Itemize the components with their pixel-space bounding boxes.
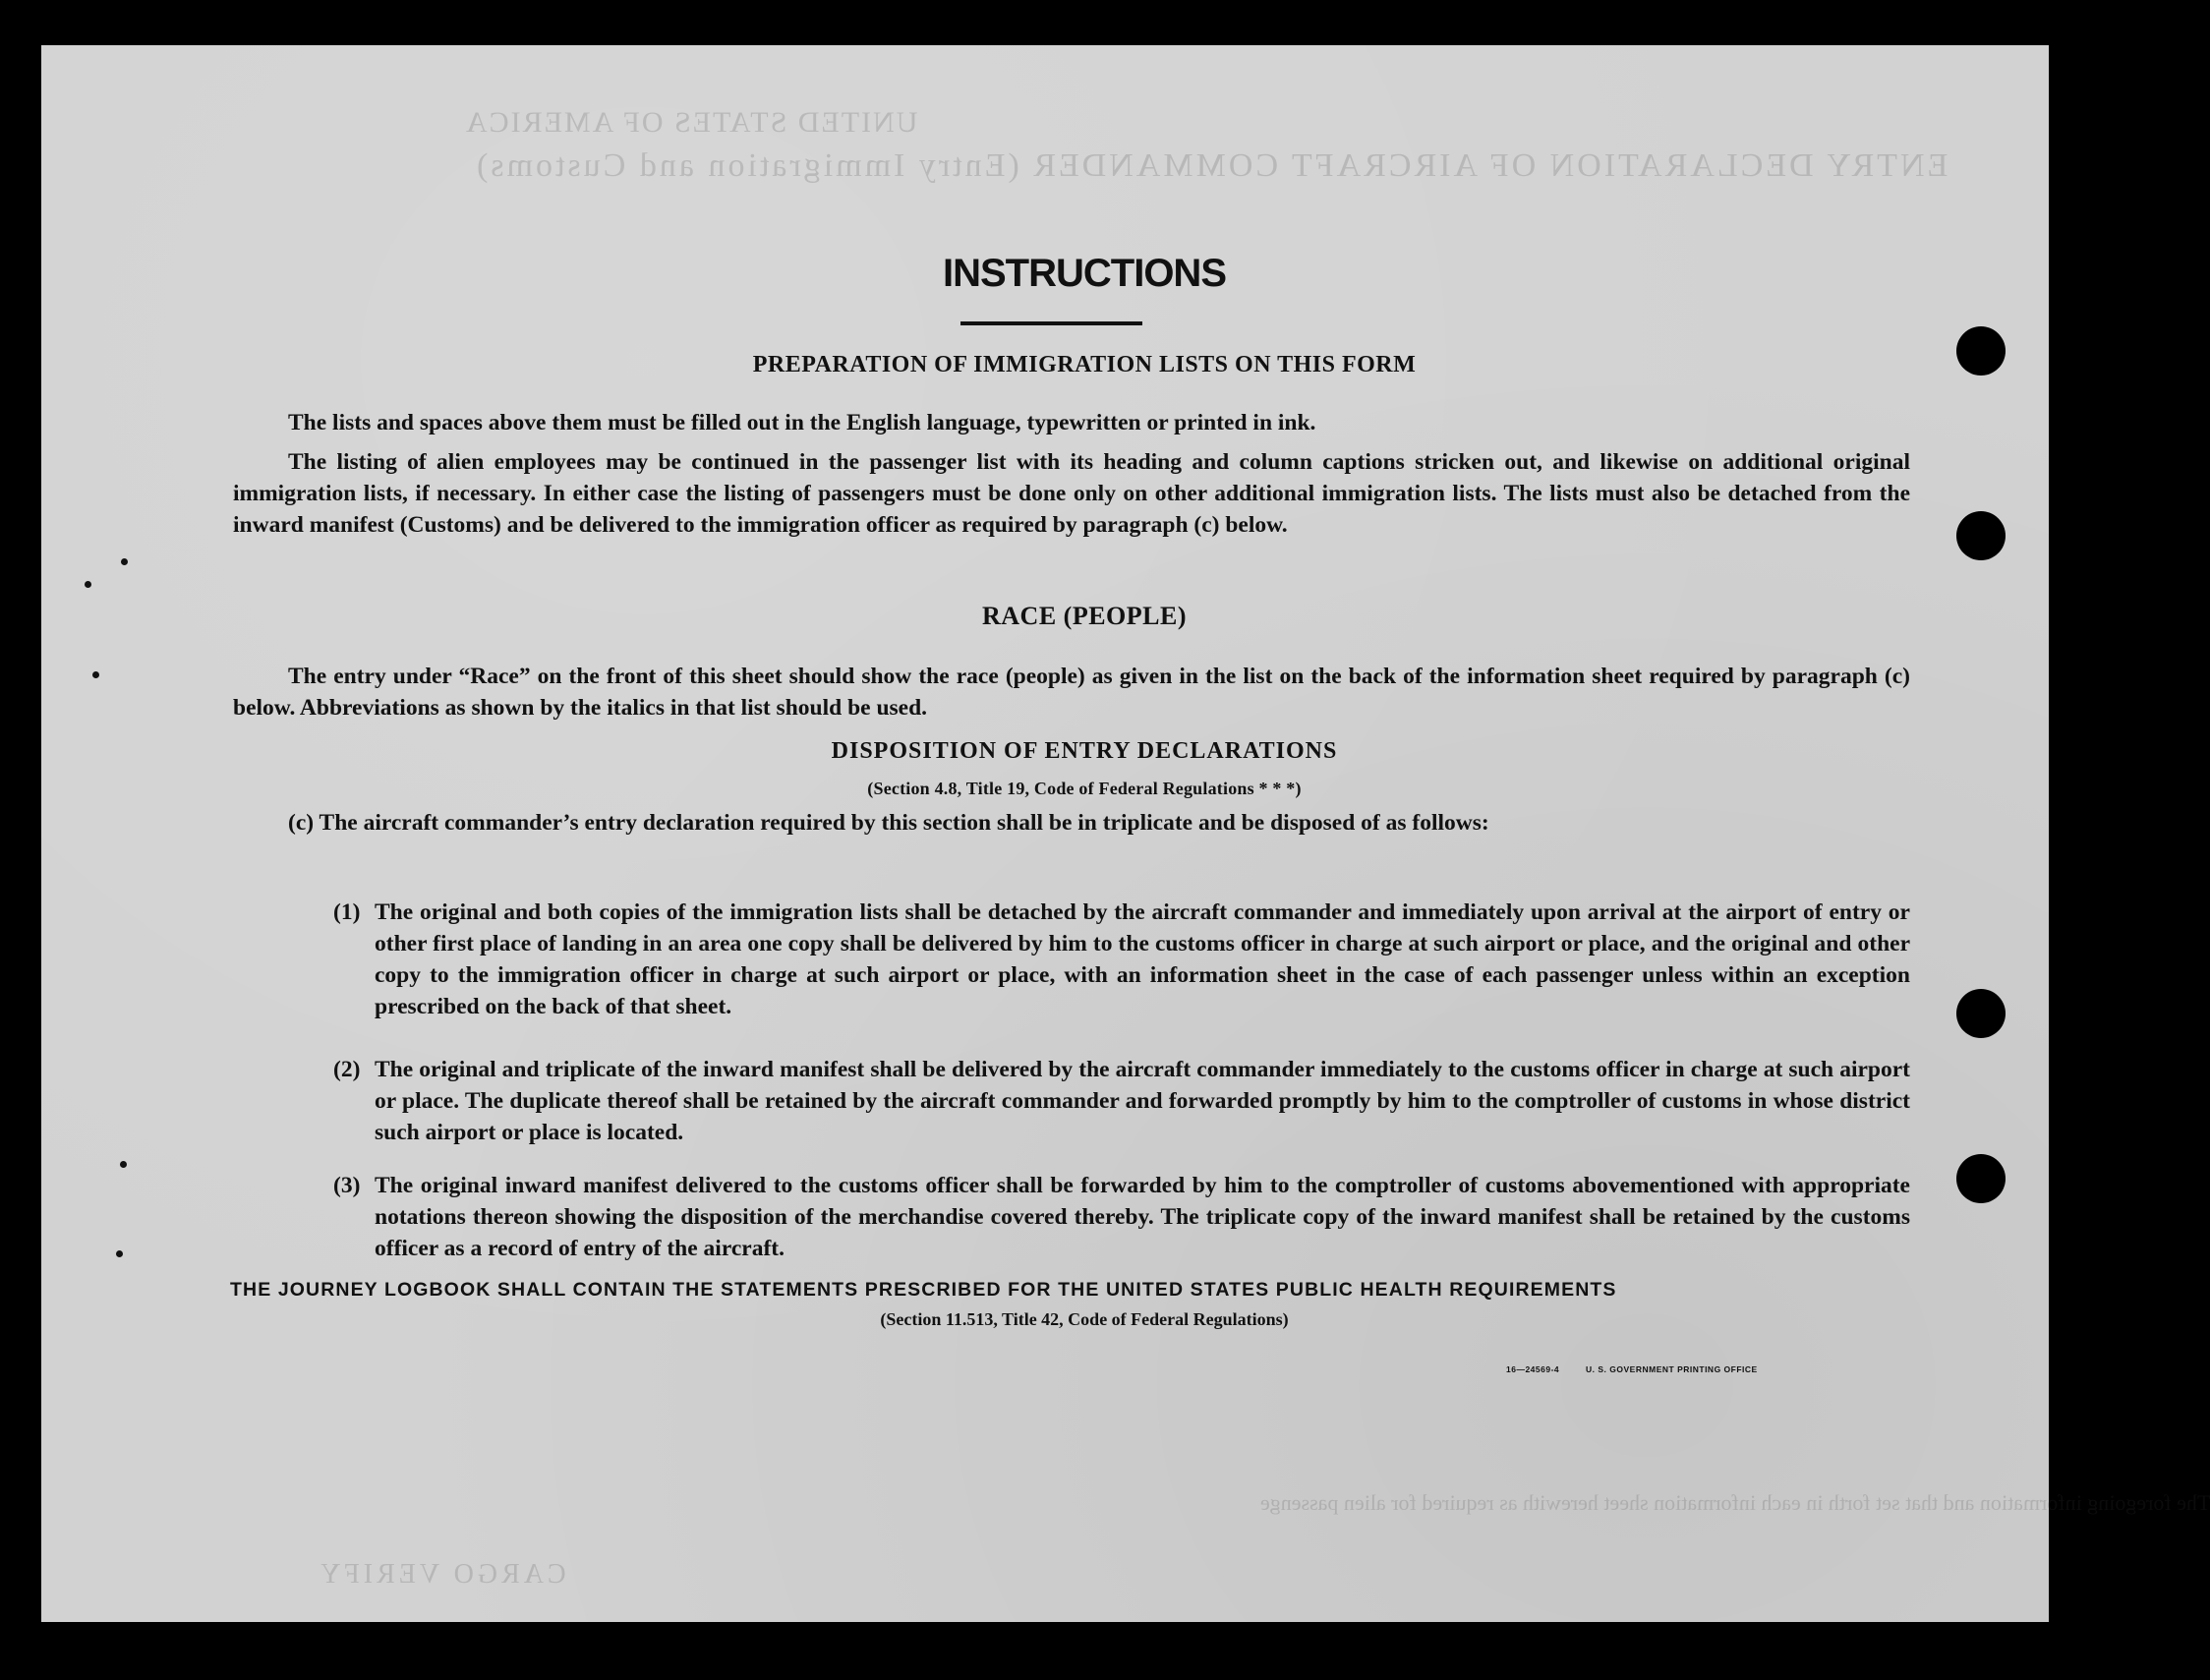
bleed-line-4: CARGO VERIFY [317,1559,566,1590]
document-sheet [41,45,2210,1622]
footer-statement: THE JOURNEY LOGBOOK SHALL CONTAIN THE STATEMENTS PRESCRIBED FOR THE UNITED STATES PUBLIC HEALTH REQUIREMENTS [230,1279,1617,1301]
printer-code: 16—24569-4 [1506,1364,1560,1374]
paragraph-disposition-intro: (c) The aircraft commander’s entry declaration required by this section shall be in triplicate and be disposed of as follows: [288,810,1489,836]
paragraph-filling-lists: The lists and spaces above them must be filled out in the English language, typewritten or printed in ink. [288,410,1316,435]
paragraph-alien-employees: The listing of alien employees may be continued in the passenger list with its heading and column captions stricken out, and likewise on additional original immigration lists, if necessary. In either case the listing of passengers must be done only on other additional immigration lists. The lists must also be detached from the inward manifest (Customs) and be delivered to the immigration officer as required by paragraph (c) below. [233,449,1910,538]
section-heading-immigration-lists: PREPARATION OF IMMIGRATION LISTS ON THIS FORM [752,352,1417,377]
bleed-line-3: The foregoing information and that set forth in each information sheet herewith as required for alien passenge [1260,1490,2210,1515]
page-title: INSTRUCTIONS [943,252,1226,295]
printer-name: U. S. GOVERNMENT PRINTING OFFICE [1586,1364,1758,1374]
section-reference: (Section 4.8, Title 19, Code of Federal Regulations * * *) [867,779,1302,798]
list-item-number: (1) [333,899,361,925]
printer-imprint [1506,1364,1781,1374]
list-item-text: The original and triplicate of the inward manifest shall be delivered by the aircraft commander immediately to the customs officer in charge at such airport or place. The duplicate thereof shall be retained by the aircraft commander and forwarded promptly by him to the comptroller of customs in whose district such airport or place is located. [375,1057,1910,1145]
instructions-content [41,45,2049,1622]
footer-reference: (Section 11.513, Title 42, Code of Federal Regulations) [880,1309,1289,1329]
list-item-text: The original inward manifest delivered to the customs officer shall be forwarded by him to the comptroller of customs abovementioned with appropriate notations thereon showing the disposition of the merchandise covered thereby. The triplicate copy of the inward manifest shall be retained by the customs officer as a record of entry of the aircraft. [375,1173,1910,1261]
section-heading-disposition: DISPOSITION OF ENTRY DECLARATIONS [831,738,1338,764]
list-item-number: (2) [333,1057,361,1082]
title-underline [960,321,1142,325]
bleed-line-1: UNITED STATES OF AMERICA [464,106,918,139]
list-item-text: The original and both copies of the immigration lists shall be detached by the aircraft commander and immediately upon arrival at the airport of entry or other first place of landing in an area one copy shall be delivered by him to the customs officer in charge at such airport or place, and the original and other copy to the immigration officer in charge at such airport or place, with an information sheet in the case of each passenger unless within an exception prescribed on the back of that sheet. [375,899,1910,1019]
list-item-number: (3) [333,1173,361,1198]
section-heading-race: RACE (PEOPLE) [982,602,1187,630]
bleed-line-2: ENTRY DECLARATION OF AIRCRAFT COMMANDER (Entry Immigration and Customs) [474,147,1948,184]
paragraph-race-entry: The entry under “Race” on the front of this sheet should show the race (people) as given in the list on the back of the information sheet required by paragraph (c) below. Abbreviations as shown by the italics in that list should be used. [233,664,1910,721]
